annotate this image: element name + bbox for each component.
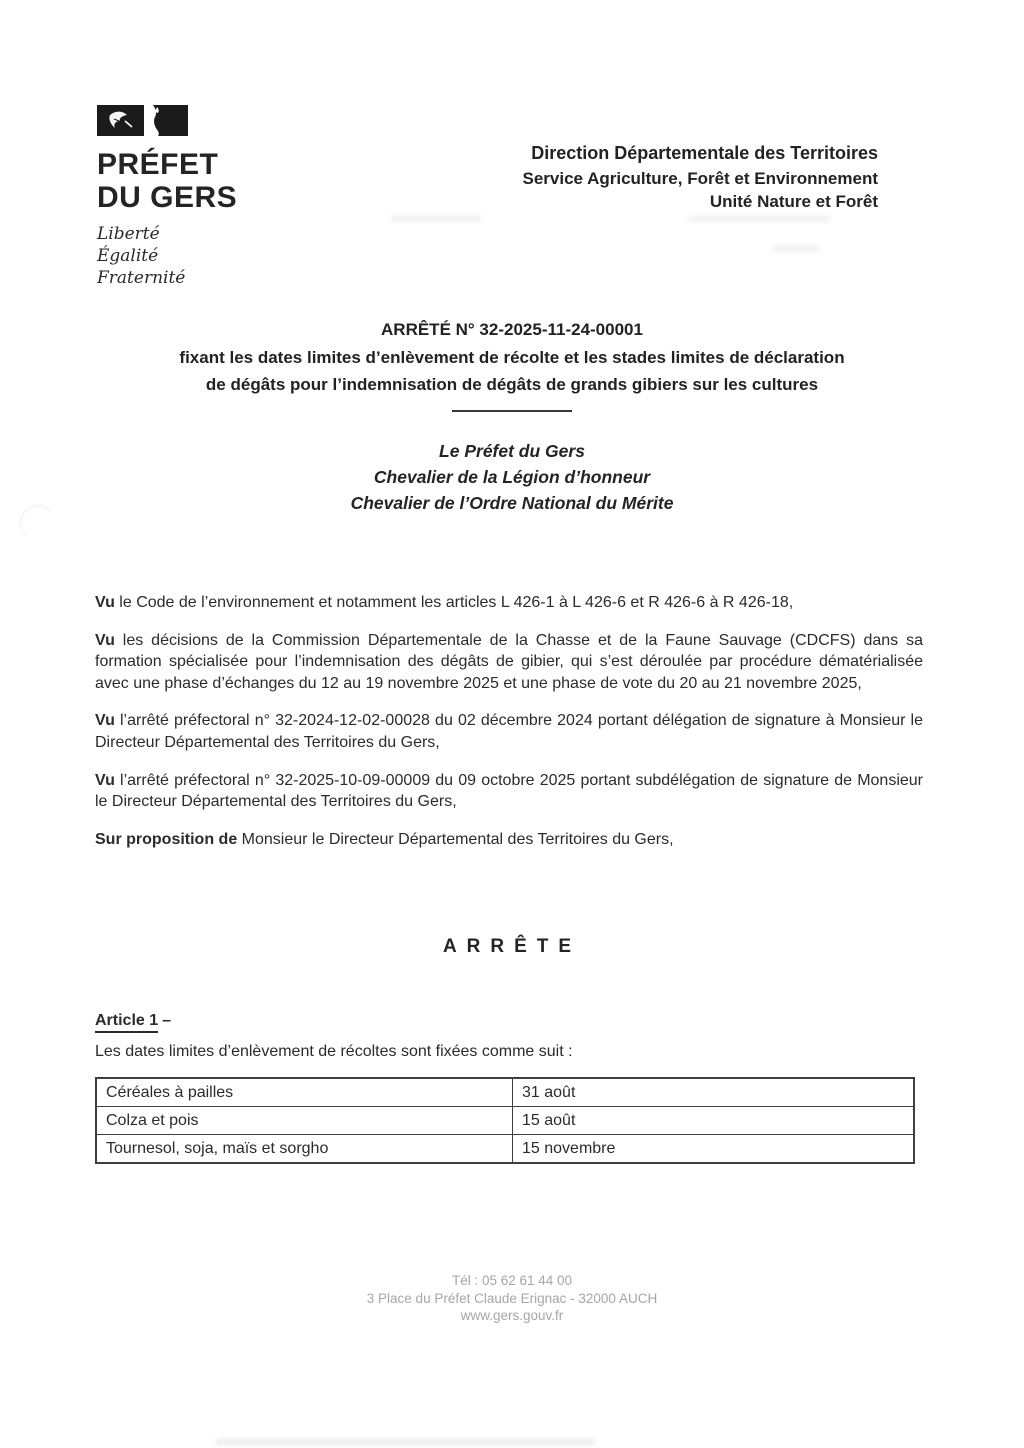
brand-line-du-gers: DU GERS [97, 181, 238, 214]
recital-lead: Sur proposition de [95, 830, 238, 848]
scan-artifact [772, 245, 820, 252]
republic-motto [97, 223, 237, 289]
recital-lead: Vu [95, 594, 115, 611]
deadlines-table [95, 1077, 915, 1164]
recital-paragraph [95, 770, 923, 813]
date-cell: 15 novembre [513, 1135, 915, 1164]
brand-line-prefet: PRÉFET [97, 148, 219, 181]
recital-body: le Code de l’environnement et notamment les articles L 426-1 à L 426-6 et R 426-6 à R 426-18, [114, 594, 794, 611]
prefecture-logo-block [97, 105, 237, 289]
recital-body: les décisions de la Commission Départementale de la Chasse et de la Faune Sauvage (CDCFS) dans sa formation spécialisée pour l’indemnisation des dégâts de gibier, qui s’est déroulée par procédure dématérialisée avec une phase d’échanges du 12 au 19 novembre 2025 et une phase de vote du 20 au 21 novembre 2025, [95, 631, 923, 692]
footer-address: 3 Place du Préfet Claude Erignac - 32000 AUCH [366, 1290, 658, 1306]
article-1-dash: – [162, 1012, 172, 1029]
article-1-intro: Les dates limites d’enlèvement de récoltes sont fixées comme suit : [95, 1043, 573, 1060]
motto-egalite: Égalité [97, 246, 159, 266]
decree-title-block [0, 316, 1024, 412]
scan-artifact [688, 215, 830, 222]
article-1-section [95, 1012, 923, 1164]
decree-subject-line-2: de dégâts pour l’indemnisation de dégâts de grands gibiers sur les cultures [205, 375, 819, 394]
prefecture-brand [97, 148, 237, 214]
table-row [96, 1078, 914, 1107]
recital-paragraph [95, 630, 923, 695]
marianne-logo-icon [97, 105, 189, 138]
decree-subject-line-1: fixant les dates limites d’enlèvement de récolte et les stades limites de déclaration [179, 347, 845, 367]
article-1-heading [95, 1012, 923, 1033]
recitals-section [95, 592, 923, 866]
crop-cell: Tournesol, soja, maïs et sorgho [96, 1135, 513, 1164]
motto-fraternite: Fraternité [97, 268, 186, 288]
recital-paragraph [95, 829, 923, 851]
decree-number: ARRÊTÉ N° 32-2025-11-24-00001 [381, 320, 643, 339]
authority-title: Le Préfet du Gers [439, 441, 585, 461]
service-direction: Direction Départementale des Territoires [531, 143, 878, 163]
service-unit: Unité Nature et Forêt [709, 192, 878, 211]
recital-paragraph [95, 592, 923, 614]
motto-liberte: Liberté [97, 224, 160, 244]
signing-authority-block [0, 438, 1024, 516]
scan-artifact [215, 1439, 595, 1445]
issuing-service-block [522, 140, 878, 213]
scan-artifact [390, 215, 482, 222]
recital-body: Monsieur le Directeur Départemental des Territoires du Gers, [237, 830, 674, 848]
date-cell: 15 août [513, 1107, 915, 1135]
authority-honor-1: Chevalier de la Légion d’honneur [373, 467, 651, 487]
recital-paragraph [95, 710, 923, 753]
article-1-label: Article 1 [95, 1012, 158, 1033]
recital-body: l’arrêté préfectoral n° 32-2025-10-09-00009 du 09 octobre 2025 portant subdélégation de signature de Monsieur le Directeur Départemental des Territoires du Gers, [95, 771, 923, 811]
title-divider-rule [452, 410, 572, 413]
authority-honor-2: Chevalier de l’Ordre National du Mérite [350, 493, 674, 513]
recital-body: l’arrêté préfectoral n° 32-2024-12-02-00028 du 02 décembre 2024 portant délégation de signature à Monsieur le Directeur Départemental des Territoires du Gers, [95, 712, 923, 751]
recital-lead: Vu [95, 771, 115, 789]
date-cell: 31 août [513, 1078, 915, 1107]
footer-website: www.gers.gouv.fr [460, 1308, 564, 1323]
decree-enacting-heading: ARRÊTE [442, 936, 582, 957]
recital-lead: Vu [95, 631, 115, 649]
recital-lead: Vu [95, 712, 115, 730]
table-row [96, 1107, 914, 1135]
crop-cell: Céréales à pailles [96, 1078, 513, 1107]
footer-phone: Tél : 05 62 61 44 00 [451, 1273, 573, 1288]
service-department: Service Agriculture, Forêt et Environnement [522, 169, 878, 188]
table-row [96, 1135, 914, 1164]
crop-cell: Colza et pois [96, 1107, 513, 1135]
page-footer [0, 1272, 1024, 1325]
